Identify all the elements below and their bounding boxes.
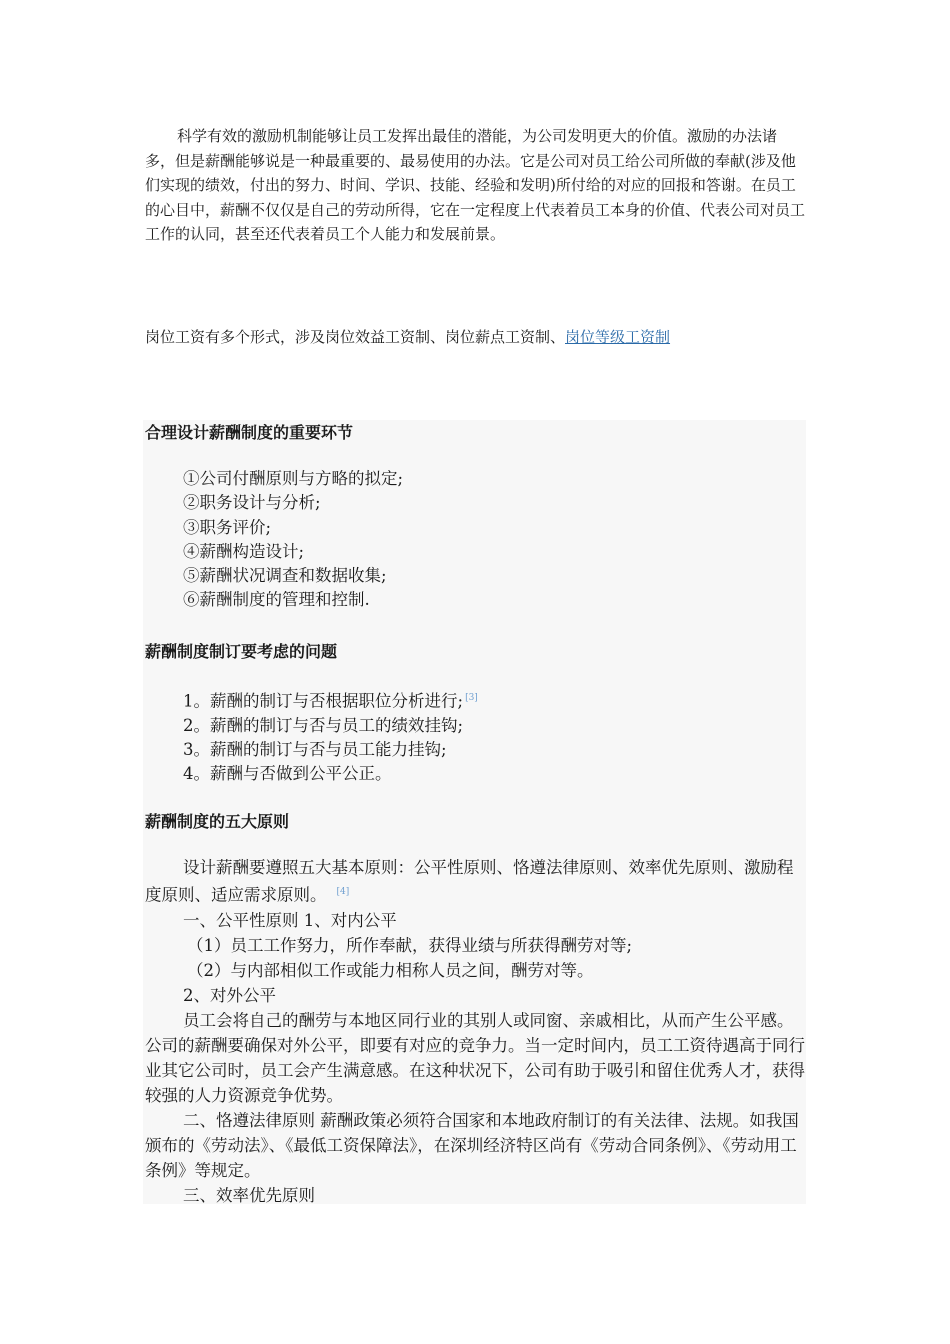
principles-intro-text: 设计薪酬要遵照五大基本原则：公平性原则、恪遵法律原则、效率优先原则、激励程度原则、适应需求原则。 (145, 858, 794, 905)
list-item: 2。薪酬的制订与否与员工的绩效挂钩; (183, 715, 464, 735)
efficiency-principle-heading: 三、效率优先原则 (183, 1185, 315, 1205)
reference-link[interactable]: [3] (465, 693, 478, 703)
list-item: ⑤薪酬状况调查和数据收集; (183, 566, 387, 586)
section-heading-principles: 薪酬制度的五大原则 (145, 812, 290, 831)
design-steps-list (145, 467, 805, 613)
fairness-item-2: （2）与内部相似工作或能力相称人员之间，酬劳对等。 (187, 960, 594, 980)
list-item-text: 1。薪酬的制订与否根据职位分析进行; (183, 691, 464, 711)
post-grade-salary-link[interactable]: 岗位等级工资制 (565, 328, 671, 346)
external-fairness-paragraph: 员工会将自己的酬劳与本地区同行业的其别人或同窗、亲戚相比，从而产生公平感。公司的薪酬要确保对外公平，即要有对应的竞争力。当一定时间内，员工工资待遇高于同行业其它公司时，员工会产生满意感。在这种状况下，公司有助于吸引和留住优秀人才，获得较强的人力资源竞争优势。 (145, 1010, 805, 1105)
list-item: ①公司付酬原则与方略的拟定; (183, 469, 404, 488)
section-heading-issues: 薪酬制度制订要考虑的问题 (145, 642, 338, 661)
salary-types-text: 岗位工资有多个形式，涉及岗位效益工资制、岗位薪点工资制、 (145, 328, 566, 346)
intro-paragraph: 科学有效的激励机制能够让员工发挥出最佳的潜能，为公司发明更大的价值。激励的办法诸多，但是薪酬能够说是一种最重要的、最易使用的办法。它是公司对员工给公司所做的奉献(涉及他们实现的绩效，付出的努力、时间、学识、技能、经验和发明)所付给的对应的回报和答谢。在员工的心目中，薪酬不仅仅是自己的劳动所得，它在一定程度上代表着员工本身的价值、代表公司对员工工作的认同，甚至还代表着员工个人能力和发展前景。 (145, 127, 806, 243)
list-item: ⑥薪酬制度的管理和控制. (183, 590, 370, 610)
list-item: 4。薪酬与否做到公平公正。 (183, 764, 392, 784)
list-item (145, 686, 805, 714)
principles-body (145, 855, 805, 1208)
list-item: ③职务评价; (183, 517, 272, 537)
fairness-item-1: （1）员工工作努力，所作奉献，获得业绩与所获得酬劳对等; (187, 935, 633, 955)
section-heading-design-steps: 合理设计薪酬制度的重要环节 (145, 423, 354, 442)
reference-link[interactable]: [4] (336, 887, 350, 897)
salary-types-line (145, 325, 805, 349)
list-item: ④薪酬构造设计; (183, 541, 305, 561)
external-fairness-heading: 2、对外公平 (183, 985, 276, 1005)
list-item: 3。薪酬的制订与否与员工能力挂钩; (183, 740, 447, 760)
list-item: ②职务设计与分析; (183, 493, 321, 513)
principles-intro (145, 855, 805, 908)
legal-principle-paragraph: 二、恪遵法律原则 薪酬政策必须符合国家和本地政府制订的有关法律、法规。如我国颁布的《劳动法》、《最低工资保障法》，在深圳经济特区尚有《劳动合同条例》、《劳动用工条例》等规定。 (145, 1110, 799, 1180)
issues-list (145, 686, 805, 787)
principle-heading-fairness: 一、公平性原则 1、对内公平 (183, 910, 397, 930)
